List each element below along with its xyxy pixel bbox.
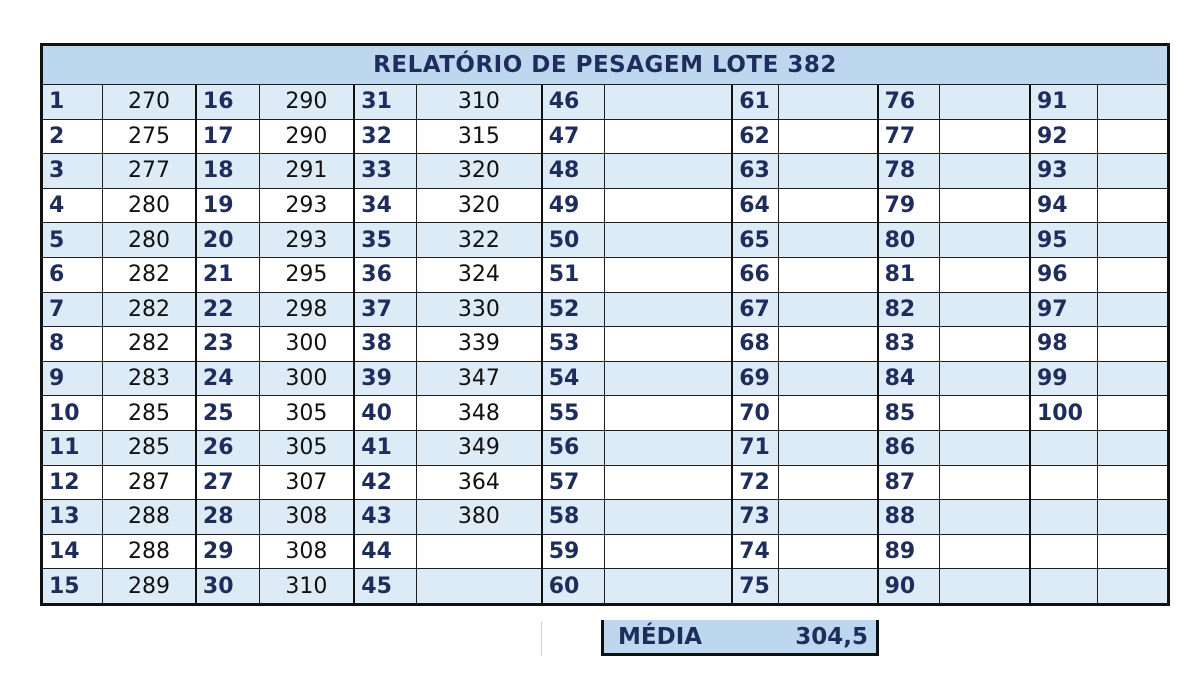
weight-cell: 280 xyxy=(103,223,196,258)
weight-cell xyxy=(605,396,732,431)
animal-number-cell: 67 xyxy=(732,292,778,327)
animal-number-cell: 83 xyxy=(878,327,940,362)
weight-cell xyxy=(1097,327,1168,362)
weight-cell xyxy=(605,119,732,154)
table-row xyxy=(42,465,1169,500)
table-row xyxy=(42,223,1169,258)
weight-cell: 305 xyxy=(259,430,354,465)
weight-cell xyxy=(605,500,732,535)
weight-cell xyxy=(778,534,877,569)
animal-number-cell: 27 xyxy=(196,465,259,500)
animal-number-cell xyxy=(1030,569,1097,605)
weight-cell xyxy=(940,361,1030,396)
animal-number-cell: 18 xyxy=(196,154,259,189)
weight-cell: 270 xyxy=(103,85,196,120)
weight-cell xyxy=(778,361,877,396)
weight-cell xyxy=(940,119,1030,154)
animal-number-cell: 68 xyxy=(732,327,778,362)
animal-number-cell: 55 xyxy=(542,396,605,431)
weight-cell xyxy=(1097,223,1168,258)
weight-cell: 308 xyxy=(259,500,354,535)
weight-cell xyxy=(778,569,877,605)
animal-number-cell: 32 xyxy=(354,119,416,154)
weight-cell: 295 xyxy=(259,257,354,292)
weight-cell: 380 xyxy=(416,500,541,535)
weight-cell xyxy=(605,534,732,569)
animal-number-cell: 89 xyxy=(878,534,940,569)
animal-number-cell: 61 xyxy=(732,85,778,120)
animal-number-cell: 54 xyxy=(542,361,605,396)
animal-number-cell: 24 xyxy=(196,361,259,396)
weight-cell: 364 xyxy=(416,465,541,500)
animal-number-cell: 74 xyxy=(732,534,778,569)
animal-number-cell: 95 xyxy=(1030,223,1097,258)
weight-cell xyxy=(605,223,732,258)
animal-number-cell: 51 xyxy=(542,257,605,292)
animal-number-cell: 85 xyxy=(878,396,940,431)
table-row xyxy=(42,154,1169,189)
animal-number-cell: 69 xyxy=(732,361,778,396)
weight-cell xyxy=(1097,154,1168,189)
weight-cell xyxy=(605,188,732,223)
animal-number-cell: 97 xyxy=(1030,292,1097,327)
animal-number-cell: 4 xyxy=(42,188,103,223)
animal-number-cell: 93 xyxy=(1030,154,1097,189)
animal-number-cell: 37 xyxy=(354,292,416,327)
weight-cell xyxy=(778,430,877,465)
animal-number-cell: 47 xyxy=(542,119,605,154)
animal-number-cell: 19 xyxy=(196,188,259,223)
animal-number-cell: 41 xyxy=(354,430,416,465)
weight-cell: 291 xyxy=(259,154,354,189)
weight-cell: 288 xyxy=(103,534,196,569)
weight-cell xyxy=(605,430,732,465)
weight-cell: 282 xyxy=(103,257,196,292)
weight-cell: 315 xyxy=(416,119,541,154)
animal-number-cell: 66 xyxy=(732,257,778,292)
animal-number-cell: 91 xyxy=(1030,85,1097,120)
animal-number-cell: 22 xyxy=(196,292,259,327)
sheet-gridline xyxy=(541,622,542,656)
animal-number-cell: 6 xyxy=(42,257,103,292)
weight-cell xyxy=(605,465,732,500)
weight-cell xyxy=(778,500,877,535)
weight-cell xyxy=(605,292,732,327)
animal-number-cell: 23 xyxy=(196,327,259,362)
weight-cell xyxy=(1097,396,1168,431)
weight-cell xyxy=(1097,534,1168,569)
weight-cell: 288 xyxy=(103,500,196,535)
animal-number-cell: 26 xyxy=(196,430,259,465)
table-row xyxy=(42,534,1169,569)
weight-cell: 293 xyxy=(259,188,354,223)
table-row xyxy=(42,188,1169,223)
weight-cell xyxy=(605,361,732,396)
animal-number-cell: 10 xyxy=(42,396,103,431)
animal-number-cell xyxy=(1030,430,1097,465)
animal-number-cell: 92 xyxy=(1030,119,1097,154)
weight-cell xyxy=(940,500,1030,535)
weight-cell xyxy=(778,292,877,327)
animal-number-cell xyxy=(1030,465,1097,500)
weight-cell xyxy=(1097,430,1168,465)
weight-cell xyxy=(940,569,1030,605)
weight-cell xyxy=(1097,85,1168,120)
weight-cell: 275 xyxy=(103,119,196,154)
animal-number-cell: 57 xyxy=(542,465,605,500)
weight-cell xyxy=(778,188,877,223)
weight-cell: 349 xyxy=(416,430,541,465)
weight-cell xyxy=(940,188,1030,223)
weight-cell xyxy=(940,396,1030,431)
animal-number-cell: 96 xyxy=(1030,257,1097,292)
weight-cell xyxy=(605,257,732,292)
report-title: RELATÓRIO DE PESAGEM LOTE 382 xyxy=(42,45,1169,85)
weight-cell xyxy=(778,119,877,154)
animal-number-cell: 58 xyxy=(542,500,605,535)
animal-number-cell: 79 xyxy=(878,188,940,223)
weight-cell: 347 xyxy=(416,361,541,396)
animal-number-cell: 45 xyxy=(354,569,416,605)
animal-number-cell: 81 xyxy=(878,257,940,292)
weight-cell xyxy=(1097,361,1168,396)
animal-number-cell: 50 xyxy=(542,223,605,258)
weight-cell xyxy=(416,534,541,569)
weight-cell xyxy=(1097,500,1168,535)
weight-cell xyxy=(1097,119,1168,154)
weight-cell xyxy=(416,569,541,605)
weighing-report-table xyxy=(40,43,1170,606)
weight-cell: 320 xyxy=(416,154,541,189)
animal-number-cell: 73 xyxy=(732,500,778,535)
animal-number-cell: 48 xyxy=(542,154,605,189)
animal-number-cell: 82 xyxy=(878,292,940,327)
animal-number-cell: 31 xyxy=(354,85,416,120)
weight-cell: 300 xyxy=(259,327,354,362)
animal-number-cell: 15 xyxy=(42,569,103,605)
table-row xyxy=(42,327,1169,362)
table-row xyxy=(42,361,1169,396)
table-row xyxy=(42,257,1169,292)
animal-number-cell: 90 xyxy=(878,569,940,605)
animal-number-cell: 65 xyxy=(732,223,778,258)
animal-number-cell: 35 xyxy=(354,223,416,258)
animal-number-cell: 1 xyxy=(42,85,103,120)
weight-cell: 298 xyxy=(259,292,354,327)
animal-number-cell: 78 xyxy=(878,154,940,189)
weight-cell xyxy=(940,430,1030,465)
animal-number-cell: 63 xyxy=(732,154,778,189)
animal-number-cell: 59 xyxy=(542,534,605,569)
weight-cell xyxy=(605,327,732,362)
animal-number-cell: 36 xyxy=(354,257,416,292)
animal-number-cell: 9 xyxy=(42,361,103,396)
animal-number-cell: 12 xyxy=(42,465,103,500)
weight-cell: 348 xyxy=(416,396,541,431)
animal-number-cell: 76 xyxy=(878,85,940,120)
weight-cell xyxy=(778,85,877,120)
weight-cell: 285 xyxy=(103,430,196,465)
weight-cell: 282 xyxy=(103,327,196,362)
weight-cell: 339 xyxy=(416,327,541,362)
animal-number-cell: 98 xyxy=(1030,327,1097,362)
weight-cell xyxy=(605,569,732,605)
table-row xyxy=(42,396,1169,431)
weight-cell: 322 xyxy=(416,223,541,258)
animal-number-cell: 72 xyxy=(732,465,778,500)
weight-cell: 290 xyxy=(259,119,354,154)
table-row xyxy=(42,569,1169,605)
animal-number-cell: 70 xyxy=(732,396,778,431)
animal-number-cell: 25 xyxy=(196,396,259,431)
animal-number-cell: 87 xyxy=(878,465,940,500)
weight-cell: 285 xyxy=(103,396,196,431)
weight-cell xyxy=(778,154,877,189)
weight-cell: 305 xyxy=(259,396,354,431)
animal-number-cell xyxy=(1030,534,1097,569)
table-row xyxy=(42,292,1169,327)
weight-cell xyxy=(1097,188,1168,223)
weight-cell xyxy=(605,154,732,189)
weight-cell: 287 xyxy=(103,465,196,500)
animal-number-cell: 80 xyxy=(878,223,940,258)
animal-number-cell: 3 xyxy=(42,154,103,189)
weight-cell xyxy=(778,257,877,292)
weight-cell xyxy=(1097,257,1168,292)
weight-cell xyxy=(940,465,1030,500)
animal-number-cell: 43 xyxy=(354,500,416,535)
animal-number-cell: 14 xyxy=(42,534,103,569)
animal-number-cell: 13 xyxy=(42,500,103,535)
weight-cell xyxy=(778,396,877,431)
animal-number-cell: 34 xyxy=(354,188,416,223)
weight-cell xyxy=(940,534,1030,569)
weight-cell xyxy=(1097,569,1168,605)
animal-number-cell: 21 xyxy=(196,257,259,292)
animal-number-cell: 75 xyxy=(732,569,778,605)
animal-number-cell xyxy=(1030,500,1097,535)
animal-number-cell: 64 xyxy=(732,188,778,223)
weight-cell xyxy=(940,257,1030,292)
weight-cell xyxy=(605,85,732,120)
animal-number-cell: 94 xyxy=(1030,188,1097,223)
weight-cell xyxy=(1097,465,1168,500)
table-row xyxy=(42,500,1169,535)
table-row xyxy=(42,119,1169,154)
weight-cell: 277 xyxy=(103,154,196,189)
animal-number-cell: 39 xyxy=(354,361,416,396)
animal-number-cell: 16 xyxy=(196,85,259,120)
weight-cell: 320 xyxy=(416,188,541,223)
animal-number-cell: 99 xyxy=(1030,361,1097,396)
weight-cell: 310 xyxy=(259,569,354,605)
animal-number-cell: 71 xyxy=(732,430,778,465)
animal-number-cell: 17 xyxy=(196,119,259,154)
weight-cell xyxy=(1097,292,1168,327)
weight-cell: 280 xyxy=(103,188,196,223)
animal-number-cell: 86 xyxy=(878,430,940,465)
animal-number-cell: 46 xyxy=(542,85,605,120)
weight-cell xyxy=(778,223,877,258)
weight-cell: 330 xyxy=(416,292,541,327)
animal-number-cell: 49 xyxy=(542,188,605,223)
animal-number-cell: 20 xyxy=(196,223,259,258)
animal-number-cell: 44 xyxy=(354,534,416,569)
weight-cell: 308 xyxy=(259,534,354,569)
weight-cell xyxy=(778,465,877,500)
weight-cell: 282 xyxy=(103,292,196,327)
weight-cell: 289 xyxy=(103,569,196,605)
weight-cell: 310 xyxy=(416,85,541,120)
animal-number-cell: 5 xyxy=(42,223,103,258)
weight-cell: 307 xyxy=(259,465,354,500)
animal-number-cell: 2 xyxy=(42,119,103,154)
weight-cell xyxy=(940,327,1030,362)
average-value: 304,5 xyxy=(795,624,868,650)
animal-number-cell: 33 xyxy=(354,154,416,189)
average-box xyxy=(601,620,879,656)
weight-cell: 324 xyxy=(416,257,541,292)
weight-cell xyxy=(778,327,877,362)
animal-number-cell: 62 xyxy=(732,119,778,154)
animal-number-cell: 30 xyxy=(196,569,259,605)
animal-number-cell: 28 xyxy=(196,500,259,535)
animal-number-cell: 84 xyxy=(878,361,940,396)
animal-number-cell: 11 xyxy=(42,430,103,465)
weight-cell xyxy=(940,154,1030,189)
animal-number-cell: 56 xyxy=(542,430,605,465)
animal-number-cell: 77 xyxy=(878,119,940,154)
animal-number-cell: 88 xyxy=(878,500,940,535)
table-row xyxy=(42,85,1169,120)
weight-cell: 300 xyxy=(259,361,354,396)
animal-number-cell: 7 xyxy=(42,292,103,327)
weight-cell: 283 xyxy=(103,361,196,396)
weight-cell xyxy=(940,292,1030,327)
animal-number-cell: 60 xyxy=(542,569,605,605)
weight-cell: 290 xyxy=(259,85,354,120)
animal-number-cell: 52 xyxy=(542,292,605,327)
weight-cell: 293 xyxy=(259,223,354,258)
animal-number-cell: 100 xyxy=(1030,396,1097,431)
animal-number-cell: 53 xyxy=(542,327,605,362)
animal-number-cell: 38 xyxy=(354,327,416,362)
animal-number-cell: 8 xyxy=(42,327,103,362)
weight-cell xyxy=(940,85,1030,120)
weight-cell xyxy=(940,223,1030,258)
animal-number-cell: 40 xyxy=(354,396,416,431)
animal-number-cell: 42 xyxy=(354,465,416,500)
animal-number-cell: 29 xyxy=(196,534,259,569)
table-row xyxy=(42,430,1169,465)
average-label: MÉDIA xyxy=(618,624,703,650)
